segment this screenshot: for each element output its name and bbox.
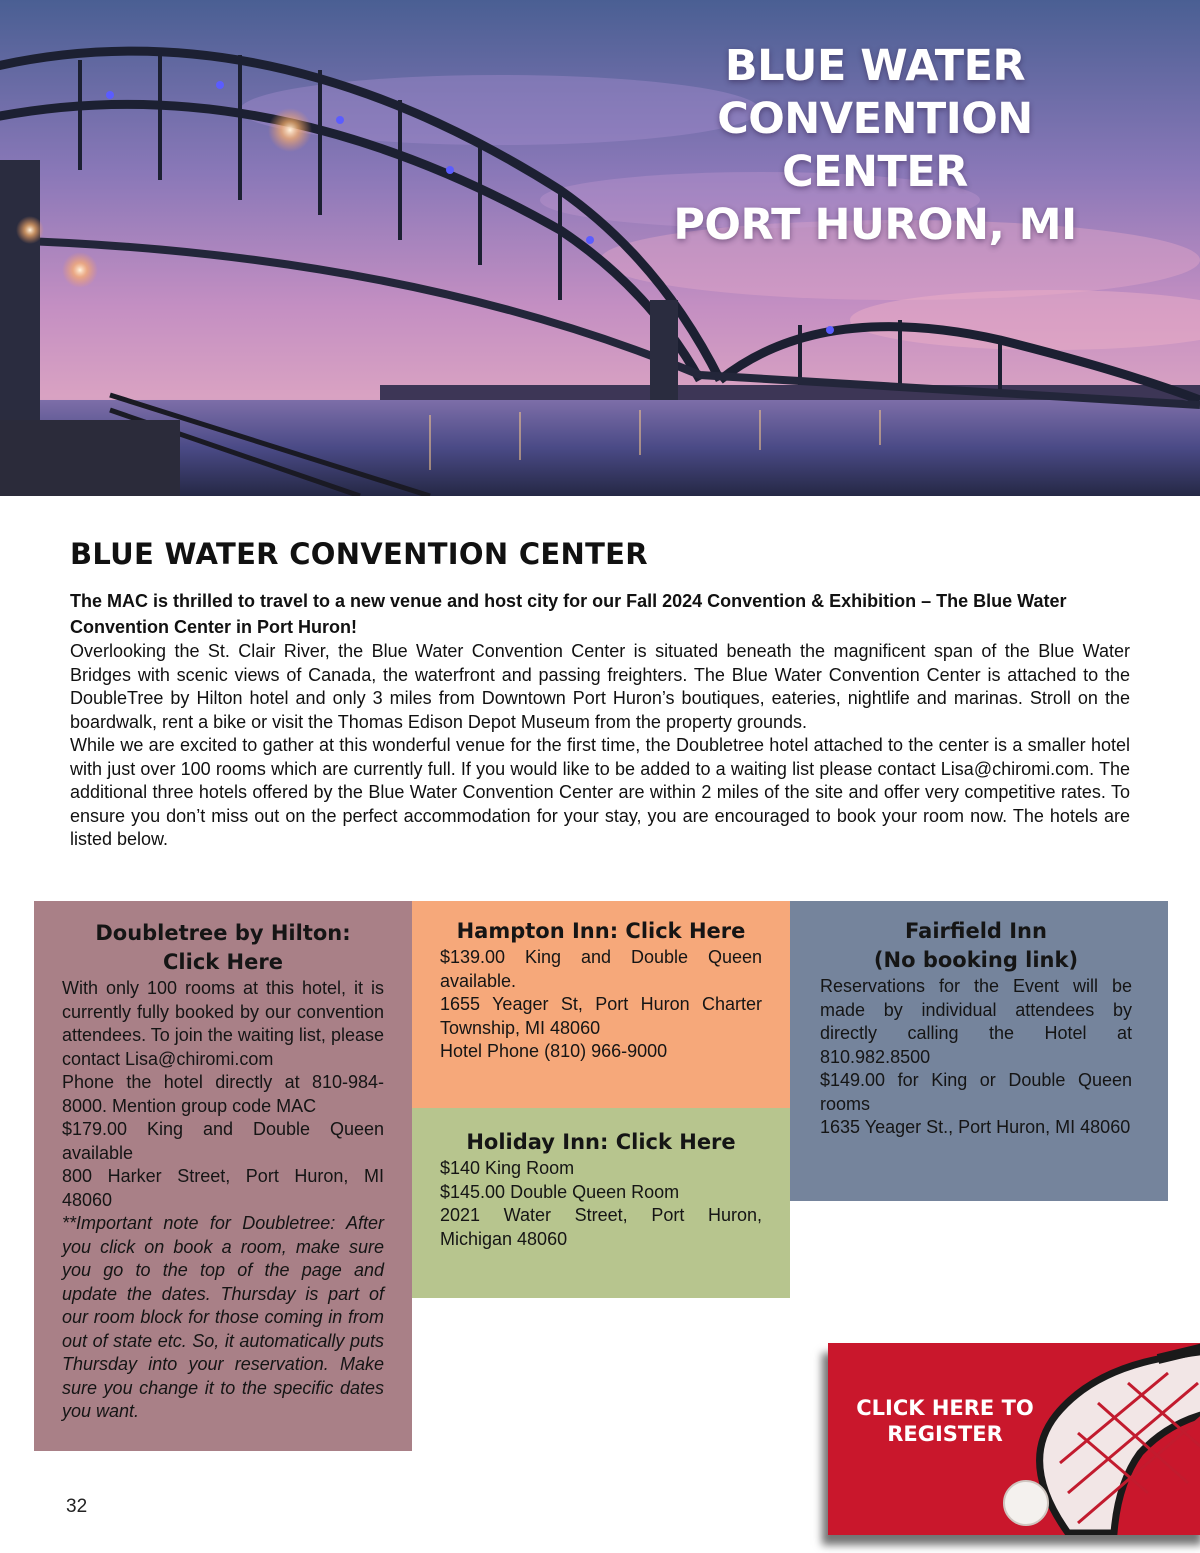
register-label [840,1395,1050,1447]
register-label-line: CLICK HERE TO [856,1396,1034,1420]
hotel-detail-line: $145.00 Double Queen Room [440,1181,680,1202]
hotel-detail-line: $139.00 King and Double Queen available. [440,947,762,991]
hotel-detail-line: $149.00 for King or Double Queen rooms [820,1070,1132,1114]
hotel-detail-line: 800 Harker Street, Port Huron, MI 48060 [62,1166,384,1210]
hotel-detail-line: 2021 Water Street, Port Huron, Michigan 48060 [440,1205,762,1249]
book-link-doubletree[interactable]: Click Here [163,950,283,974]
register-label-line: REGISTER [887,1422,1003,1446]
hotel-detail-line: With only 100 rooms at this hotel, it is currently fully booked by our convention attendees. To join the waiting list, please contact Lisa@chiromi.com [62,978,384,1069]
lead-paragraph: The MAC is thrilled to travel to a new venue and host city for our Fall 2024 Convention & Exhibition – The Blue Water Convention Center in Port Huron! [70,591,1067,637]
page-number: 32 [66,1496,88,1517]
hotel-details [820,975,1132,1140]
hotel-card-doubletree [34,901,412,1451]
hotel-detail-line: Phone the hotel directly at 810-984-8000. Mention group code MAC [62,1072,384,1116]
no-booking-link-note: (No booking link) [873,948,1079,972]
hotel-detail-line: Hotel Phone (810) 966-9000 [440,1041,668,1061]
register-button[interactable] [828,1343,1200,1535]
important-note: **Important note for Doubletree: After you click on book a room, make sure you go to the top of the page and update the dates. Thursday is part of our room block for those coming in from out of state etc. So, it automatically puts Thursday into your reservation. Make sure you change it to the specific dates you want. [62,1213,384,1421]
book-link-holiday[interactable]: Holiday Inn: Click Here [466,1130,736,1154]
hotel-details [440,946,762,1064]
hotel-title-fairfield [820,917,1132,975]
hotel-card-fairfield [790,901,1168,1201]
book-link-hampton[interactable]: Hampton Inn: Click Here [456,919,746,943]
hotel-detail-line: 1655 Yeager St, Port Huron Charter Township, MI 48060 [440,994,762,1038]
hotel-detail-line: $140 King Room [440,1158,575,1178]
hotel-details [62,977,384,1424]
hotel-details [440,1157,762,1251]
article [70,534,1130,852]
hotel-card-hampton [412,901,790,1108]
section-heading: BLUE WATER CONVENTION CENTER [70,537,648,571]
hotel-detail-line: $179.00 King and Double Queen available [62,1119,384,1163]
body-paragraph: Overlooking the St. Clair River, the Blue Water Convention Center is situated beneath the magnificent span of the Blue Water Bridges with scenic views of Canada, the waterfront and passing freighters. The Blue Water Convention Center is attached to the DoubleTree by Hilton hotel and only 3 miles from Downtown Port Huron’s boutiques, eateries, nightlife and marinas. Stroll on the boardwalk, rent a bike or visit the Thomas Edison Depot Museum from the property grounds. [70,641,1130,732]
hotel-card-holiday [412,1108,790,1298]
hero-title-line: BLUE WATER CONVENTION [717,41,1033,144]
hotel-title-doubletree [62,919,384,977]
hero-title-line: CENTER [782,147,968,197]
hotel-name: Doubletree by Hilton: [95,921,351,945]
hotel-detail-line: 1635 Yeager St., Port Huron, MI 48060 [820,1117,1131,1137]
hero-title-line: PORT HURON, MI [673,200,1077,250]
hero-banner [0,0,1200,496]
hotel-name: Fairfield Inn [905,919,1047,943]
hotel-detail-line: Reservations for the Event will be made by individual attendees by directly calling the Hotel at 810.982.8500 [820,976,1132,1067]
hero-title [560,40,1190,252]
body-paragraph: While we are excited to gather at this wonderful venue for the first time, the Doubletree hotel attached to the center is a smaller hotel with just over 100 rooms which are currently full. If you would like to be added to a waiting list please contact Lisa@chiromi.com. The additional three hotels offered by the Blue Water Convention Center are within 2 miles of the site and offer very competitive rates. To ensure you don’t miss out on the perfect accommodation for your stay, you are encouraged to book your room now. The hotels are listed below. [70,735,1130,849]
